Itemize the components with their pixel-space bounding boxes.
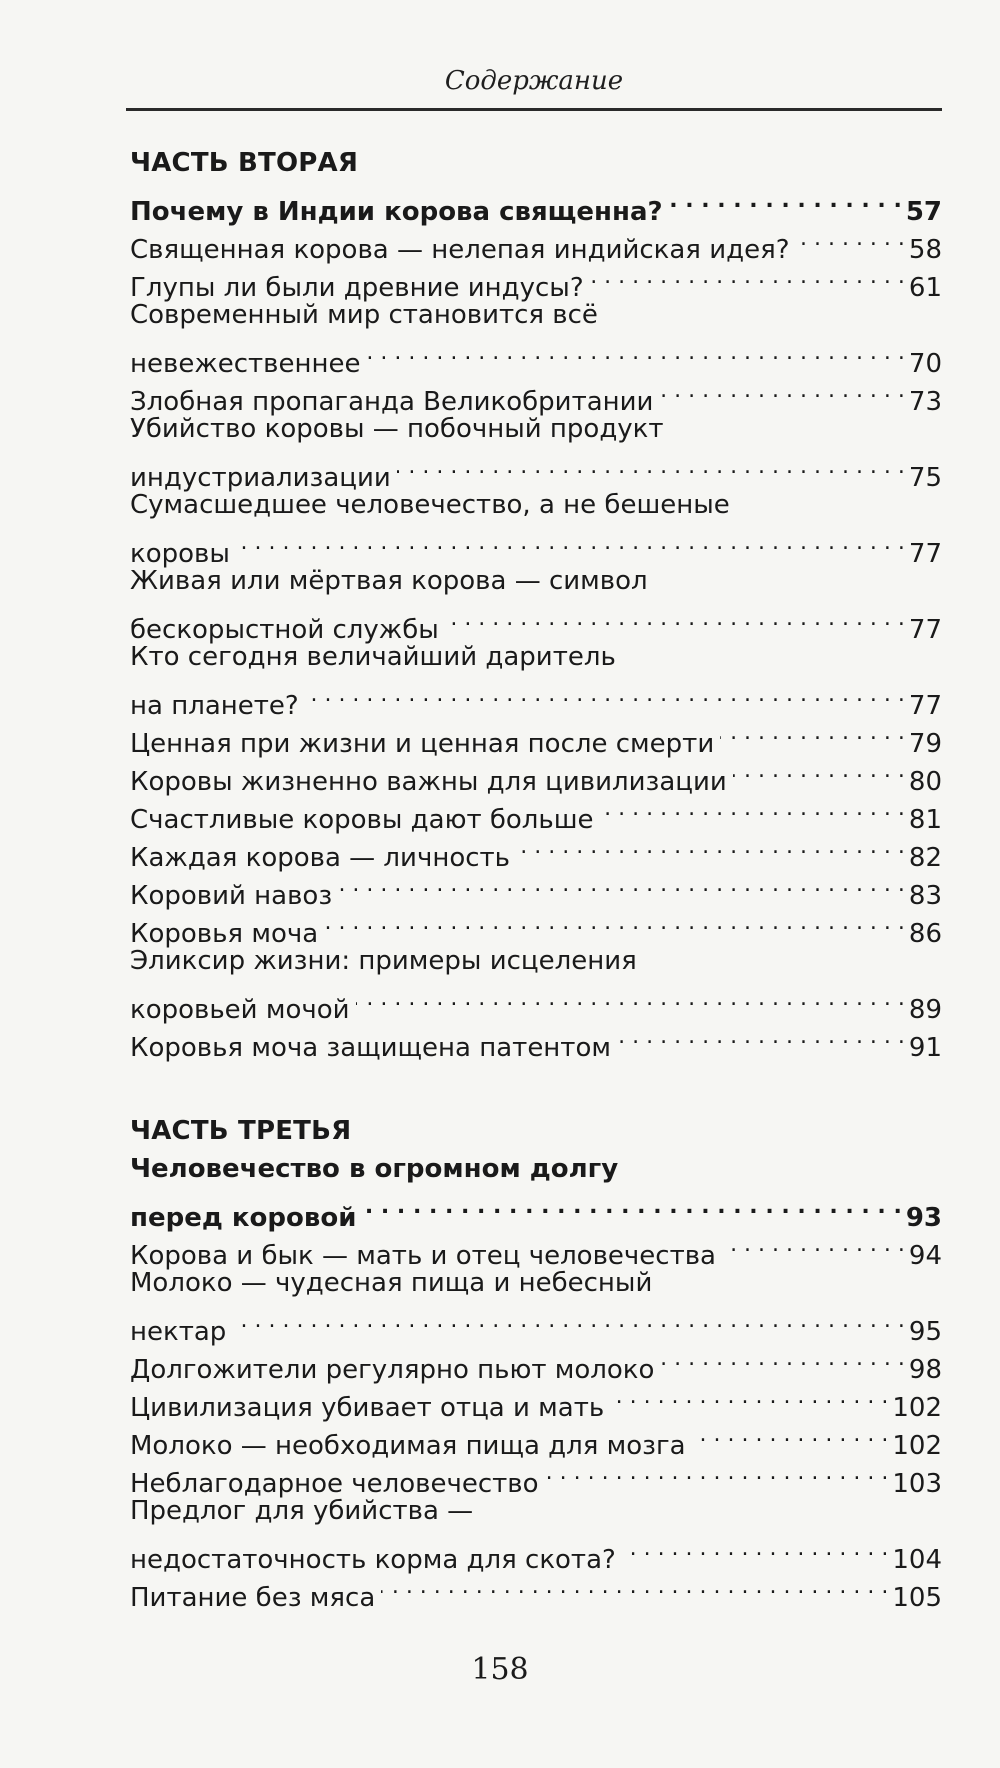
entry-title: перед коровой [130,1203,357,1233]
dot-leader [720,714,905,752]
entry-title: Каждая корова — личность [130,843,510,873]
dot-leader [356,980,905,1018]
entry-title: Кто сегодня величайший даритель [130,642,616,672]
dot-leader [397,448,905,486]
entry-title: Коровья моча [130,919,319,949]
entry-line [130,1188,942,1233]
entry-page-number: 73 [908,387,942,417]
entry-page-number: 98 [908,1355,942,1385]
entry-title: Долгожители регулярно пьют молоко [130,1355,655,1385]
dot-leader [733,752,905,790]
entry-title: на планете? [130,691,299,721]
entry-title: Сумасшедшее человечество, а не бешеные [130,490,730,520]
dot-leader [305,676,905,714]
entry-page-number: 91 [908,1033,942,1063]
dot-leader [545,1454,889,1492]
dot-leader [338,866,905,904]
dot-leader [722,1226,905,1264]
dot-leader [600,790,905,828]
entry-line [130,1340,942,1385]
entry-title: индустриализации [130,463,391,493]
dot-leader [232,1302,905,1340]
dot-leader [660,1340,905,1378]
dot-leader [324,904,905,942]
dot-leader [236,524,905,562]
entry-title: нектар [130,1317,227,1347]
dot-leader [669,182,902,220]
entry-page-number: 80 [908,767,942,797]
dot-leader [796,220,905,258]
toc-entry [130,1492,942,1575]
entry-line [130,334,942,379]
toc-entry [130,562,942,645]
entry-line [130,638,942,676]
entry-line [130,182,942,227]
entry-page-number: 61 [908,273,942,303]
entry-title: коровьей мочой [130,995,350,1025]
dot-leader [617,1018,905,1056]
entry-title: бескорыстной службы [130,615,439,645]
entry-line [130,1530,942,1575]
chapter-entry [130,182,942,227]
entry-title: Коровья моча защищена патентом [130,1033,611,1063]
entry-title: недостаточность корма для скота? [130,1545,616,1575]
entry-page-number: 75 [908,463,942,493]
entry-title: Цивилизация убивает отца и мать [130,1393,605,1423]
dot-leader [659,372,904,410]
toc-entry [130,486,942,569]
table-of-contents [130,144,942,1613]
entry-title: Убийство коровы — побочный продукт [130,414,664,444]
dot-leader [366,334,904,372]
chapter-entry [130,1150,942,1233]
entry-line [130,562,942,600]
entry-page-number: 94 [908,1241,942,1271]
part-heading: ЧАСТЬ ТРЕТЬЯ [130,1116,352,1146]
dot-leader [622,1530,889,1568]
entry-line [130,980,942,1025]
entry-page-number: 95 [908,1317,942,1347]
entry-title: Ценная при жизни и ценная после смерти [130,729,715,759]
running-head: Содержание [444,66,624,96]
entry-page-number: 77 [908,615,942,645]
entry-title: Коровы жизненно важны для цивилизации [130,767,727,797]
entry-line [130,676,942,721]
entry-line [130,296,942,334]
entry-title: Молоко — необходимая пища для мозга [130,1431,686,1461]
entry-line [130,486,942,524]
dot-leader [445,600,905,638]
entry-title: Эликсир жизни: примеры исцеления [130,946,637,976]
entry-title: Современный мир становится всё [130,300,598,330]
toc-entry [130,638,942,721]
dot-leader [692,1416,889,1454]
dot-leader [590,258,905,296]
entry-title: Живая или мёртвая корова — символ [130,566,648,596]
page-number: 158 [471,1652,529,1687]
dot-leader [362,1188,901,1226]
entry-line [130,1302,942,1347]
entry-title: Злобная пропаганда Великобритании [130,387,654,417]
entry-line [130,942,942,980]
entry-page-number: 81 [908,805,942,835]
entry-title: Счастливые коровы дают больше [130,805,594,835]
toc-entry [130,410,942,493]
toc-entry [130,1340,942,1385]
entry-page-number: 57 [905,197,942,227]
entry-page-number: 93 [905,1203,942,1233]
entry-title: Предлог для убийства — [130,1496,474,1526]
entry-page-number: 102 [892,1393,942,1423]
entry-title: Питание без мяса [130,1583,376,1613]
entry-title: коровы [130,539,230,569]
part-heading: ЧАСТЬ ВТОРАЯ [130,148,359,178]
entry-title: Человечество в огромном долгу [130,1154,619,1184]
entry-page-number: 77 [908,539,942,569]
toc-entry [130,296,942,379]
entry-line [130,410,942,448]
entry-title: Глупы ли были древние индусы? [130,273,584,303]
dot-leader [610,1378,888,1416]
entry-page-number: 103 [892,1469,942,1499]
toc-entry [130,942,942,1025]
entry-line [130,448,942,493]
entry-title: Священная корова — нелепая индийская идея? [130,235,790,265]
dot-leader [381,1568,888,1606]
dot-leader [516,828,905,866]
entry-title: Неблагодарное человечество [130,1469,539,1499]
entry-page-number: 105 [892,1583,942,1613]
entry-line [130,524,942,569]
entry-line [130,600,942,645]
entry-page-number: 102 [892,1431,942,1461]
entry-page-number: 77 [908,691,942,721]
header-rule [126,108,942,111]
entry-page-number: 104 [892,1545,942,1575]
entry-page-number: 58 [908,235,942,265]
entry-line [130,1264,942,1302]
entry-title: Почему в Индии корова священна? [130,197,663,227]
entry-page-number: 86 [908,919,942,949]
entry-page-number: 82 [908,843,942,873]
entry-line [130,1150,942,1188]
entry-title: невежественнее [130,349,361,379]
entry-page-number: 70 [908,349,942,379]
entry-title: Молоко — чудесная пища и небесный [130,1268,653,1298]
entry-page-number: 79 [908,729,942,759]
entry-title: Коровий навоз [130,881,333,911]
entry-page-number: 83 [908,881,942,911]
entry-title: Корова и бык — мать и отец человечества [130,1241,716,1271]
entry-page-number: 89 [908,995,942,1025]
toc-entry [130,1264,942,1347]
